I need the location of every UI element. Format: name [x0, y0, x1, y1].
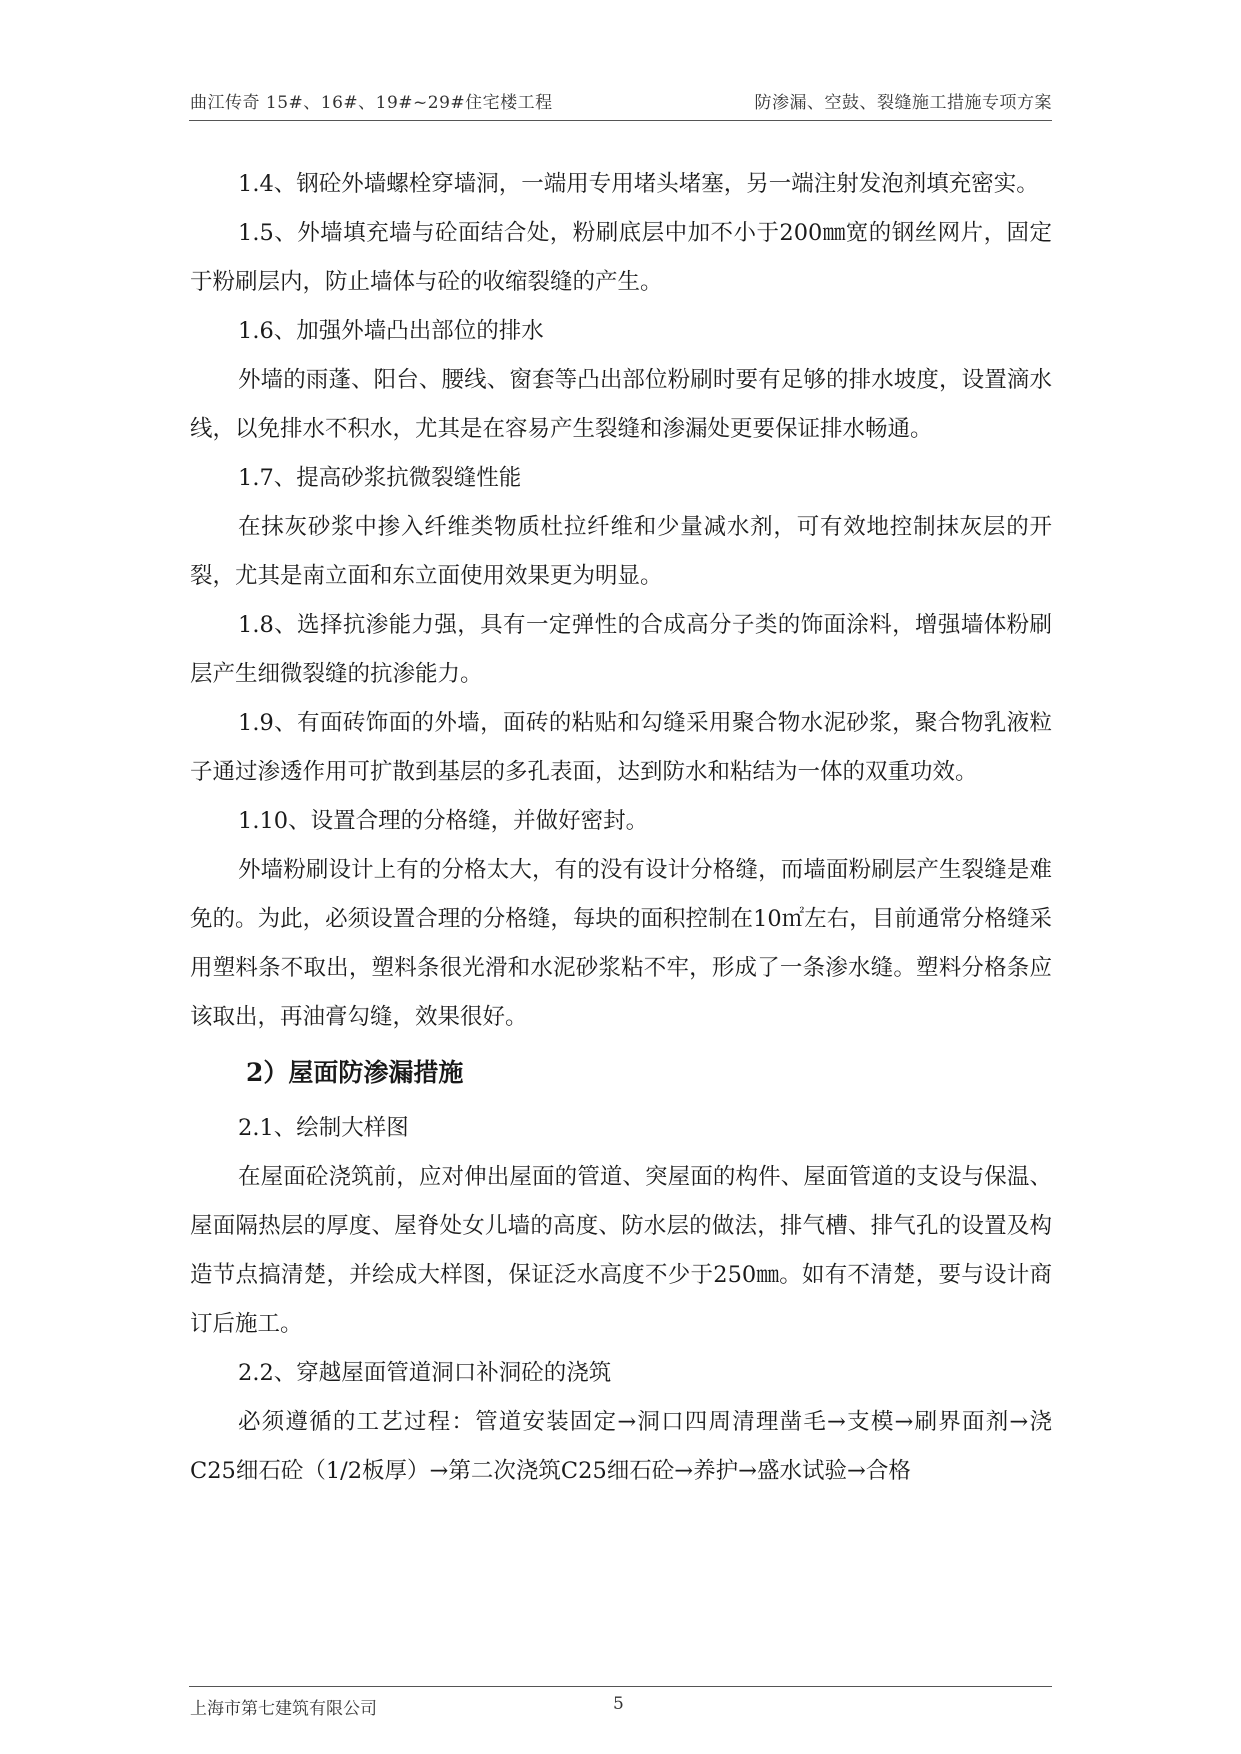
header-document-title: 防渗漏、空鼓、裂缝施工措施专项方案 [754, 93, 1052, 113]
section-heading: 2）屋面防渗漏措施 [246, 1058, 464, 1087]
paragraph: 1.5、外墙填充墙与砼面结合处，粉刷底层中加不小于200㎜宽的钢丝网片，固定于粉刷层内，防止墙体与砼的收缩裂缝的产生。 [190, 220, 1052, 295]
paragraph: 外墙的雨蓬、阳台、腰线、窗套等凸出部位粉刷时要有足够的排水坡度，设置滴水线，以免排水不积水，尤其是在容易产生裂缝和渗漏处更要保证排水畅通。 [190, 367, 1052, 442]
page-number: 5 [613, 1694, 624, 1714]
paragraph: 必须遵循的工艺过程：管道安装固定→洞口四周清理凿毛→支模→刷界面剂→浇C25细石砼（1/2板厚）→第二次浇筑C25细石砼→养护→盛水试验→合格 [190, 1409, 1052, 1484]
subheading: 2.2、穿越屋面管道洞口补洞砼的浇筑 [238, 1360, 612, 1386]
paragraph: 外墙粉刷设计上有的分格太大，有的没有设计分格缝，而墙面粉刷层产生裂缝是难免的。为此，必须设置合理的分格缝，每块的面积控制在10㎡左右，目前通常分格缝采用塑料条不取出，塑料条很光滑和水泥砂浆粘不牢，形成了一条渗水缝。塑料分格条应该取出，再油膏勾缝，效果很好。 [190, 857, 1052, 1030]
footer-company: 上海市第七建筑有限公司 [190, 1699, 377, 1719]
header-project-title: 曲江传奇 15#、16#、19#~29#住宅楼工程 [190, 93, 553, 113]
paragraph: 在抹灰砂浆中掺入纤维类物质杜拉纤维和少量减水剂，可有效地控制抹灰层的开裂，尤其是南立面和东立面使用效果更为明显。 [190, 514, 1052, 589]
subheading: 1.7、提高砂浆抗微裂缝性能 [238, 465, 522, 491]
document-body [190, 160, 1052, 1496]
paragraph: 在屋面砼浇筑前，应对伸出屋面的管道、突屋面的构件、屋面管道的支设与保温、屋面隔热层的厚度、屋脊处女儿墙的高度、防水层的做法，排气槽、排气孔的设置及构造节点搞清楚，并绘成大样图，保证泛水高度不少于250㎜。如有不清楚，要与设计商订后施工。 [190, 1164, 1052, 1337]
paragraph: 1.8、选择抗渗能力强，具有一定弹性的合成高分子类的饰面涂料，增强墙体粉刷层产生细微裂缝的抗渗能力。 [190, 612, 1052, 687]
subheading: 2.1、绘制大样图 [238, 1115, 409, 1141]
footer-rule [189, 1686, 1052, 1687]
subheading: 1.6、加强外墙凸出部位的排水 [238, 318, 544, 344]
paragraph: 1.9、有面砖饰面的外墙，面砖的粘贴和勾缝采用聚合物水泥砂浆，聚合物乳液粒子通过渗透作用可扩散到基层的多孔表面，达到防水和粘结为一体的双重功效。 [190, 710, 1052, 785]
subheading: 1.10、设置合理的分格缝，并做好密封。 [238, 808, 649, 834]
paragraph: 1.4、钢砼外墙螺栓穿墙洞，一端用专用堵头堵塞，另一端注射发泡剂填充密实。 [238, 171, 1039, 197]
header-rule [189, 120, 1052, 121]
